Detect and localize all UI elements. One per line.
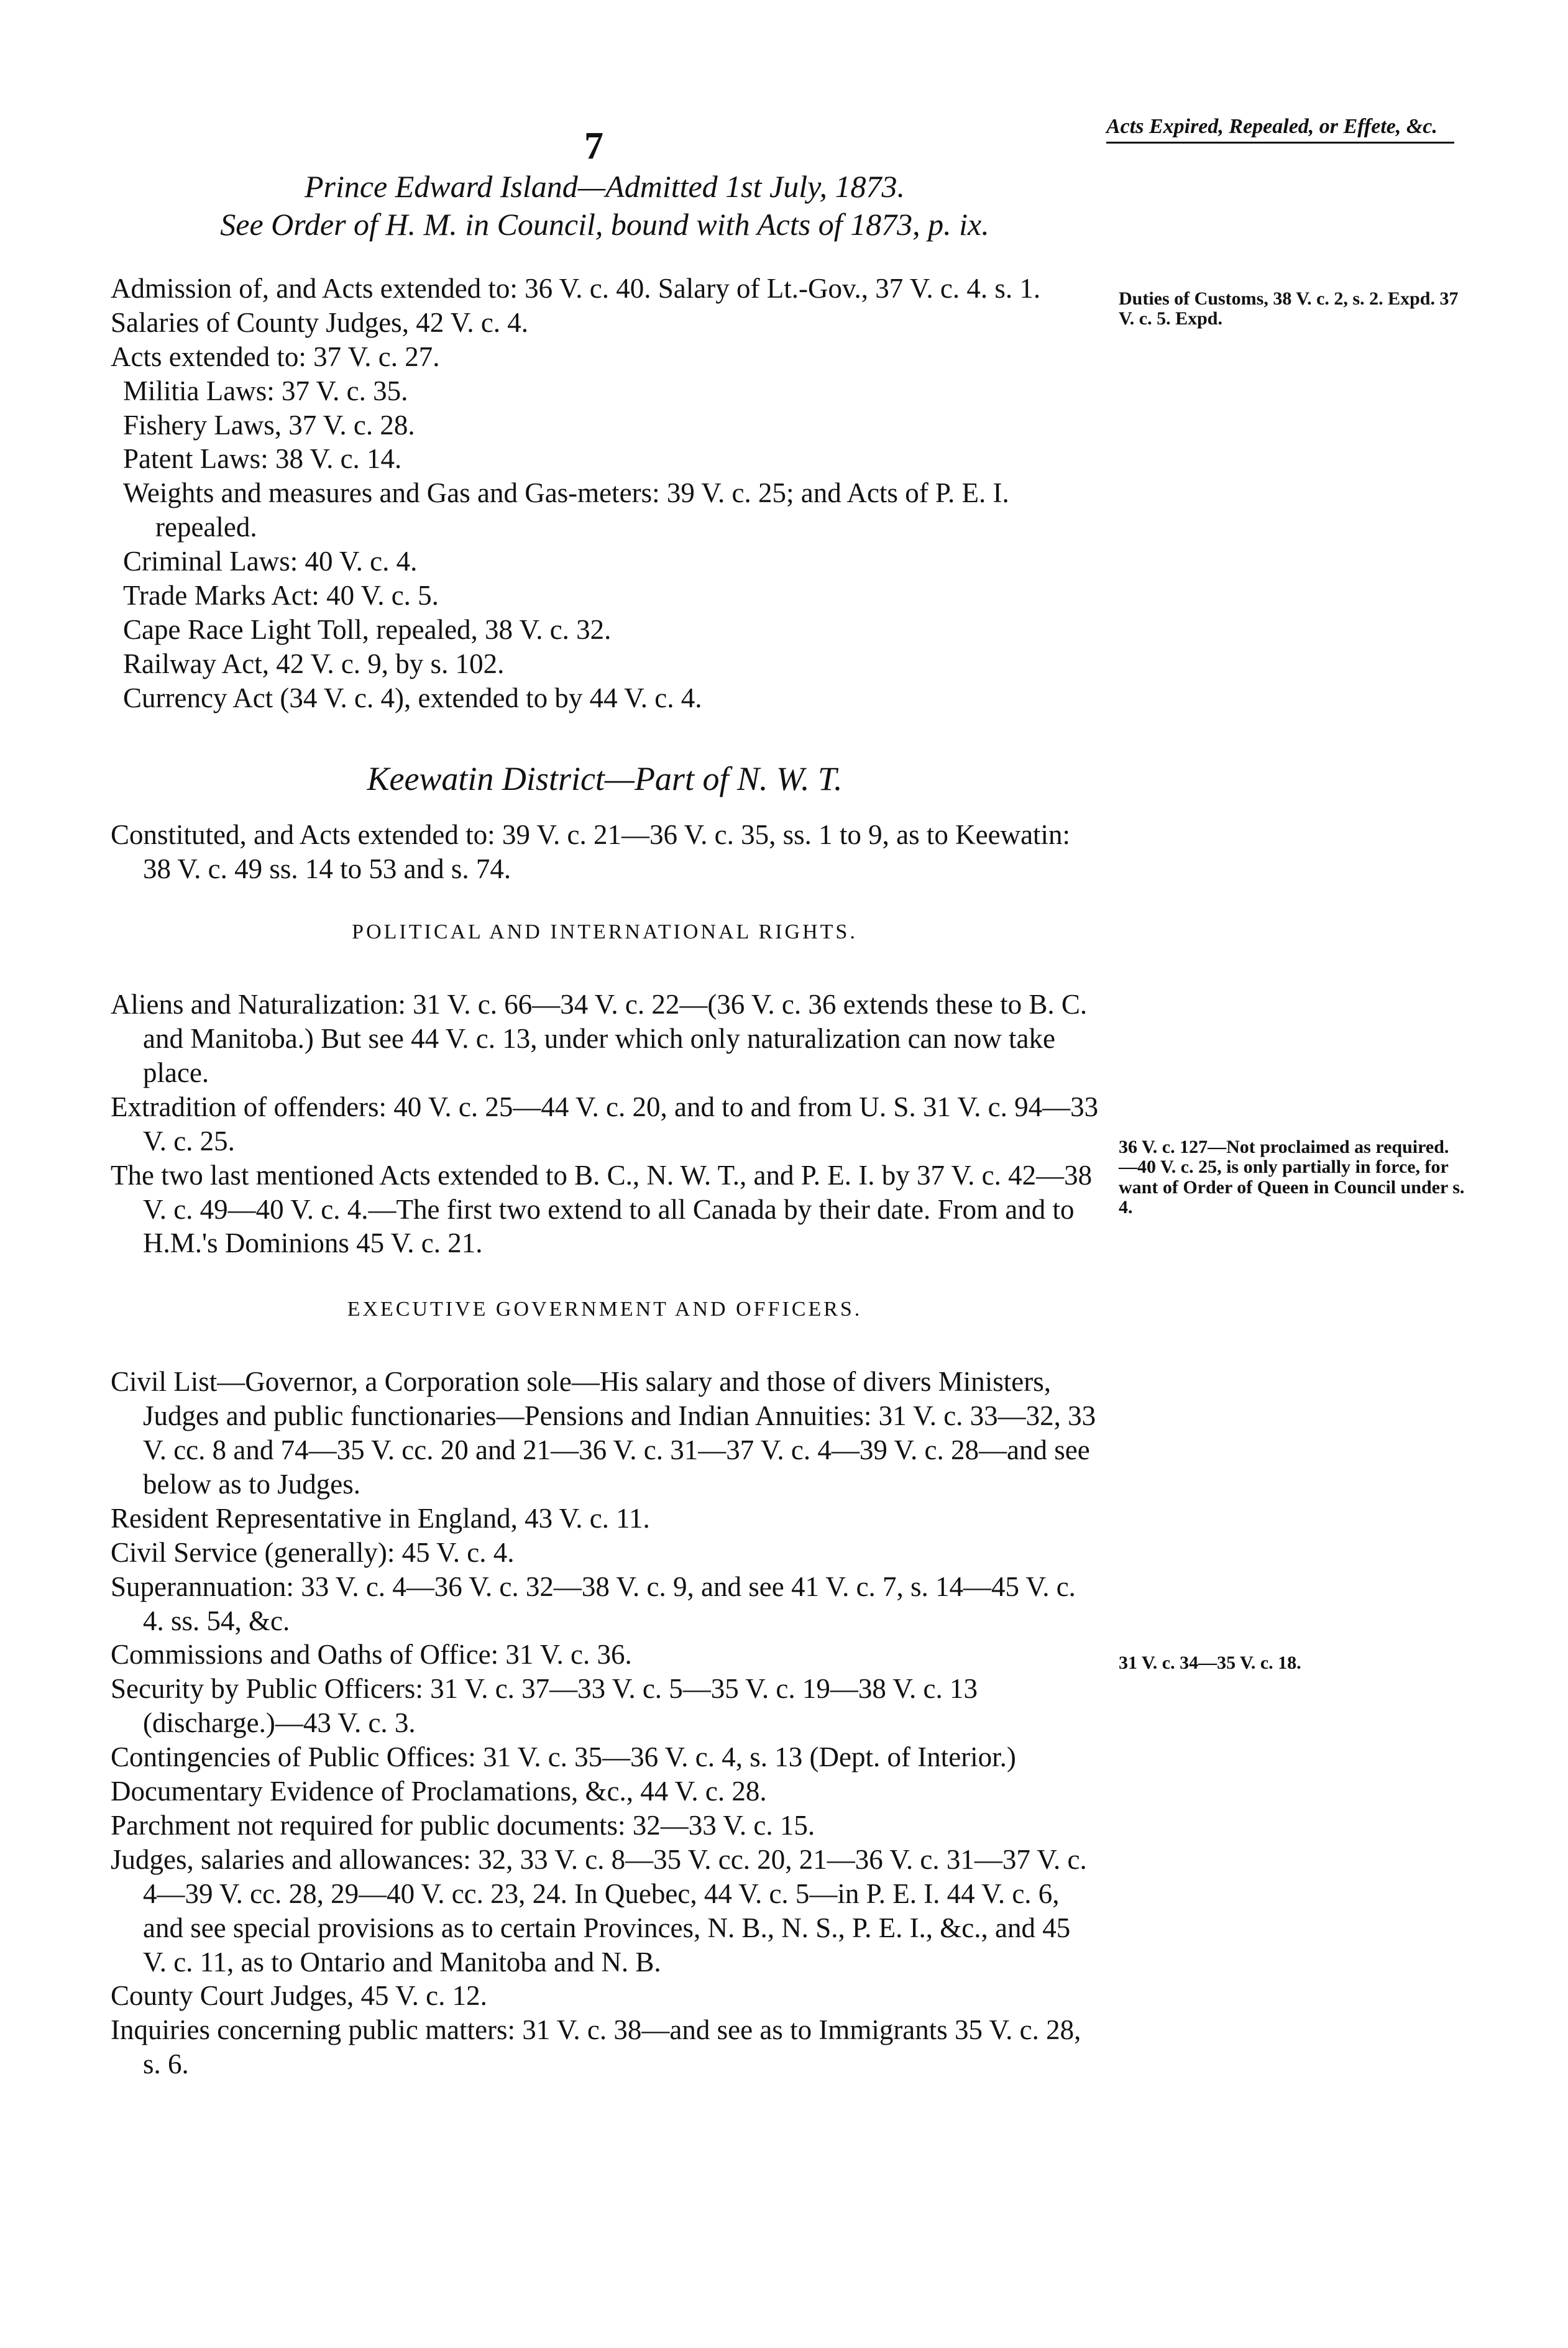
executive-side-note: 31 V. c. 34—35 V. c. 18. [1119, 1653, 1301, 1673]
pei-entry: Acts extended to: 37 V. c. 27. [111, 341, 440, 372]
keewatin-entry: Constituted, and Acts extended to: 39 V. c. 21—36 V. c. 35, ss. 1 to 9, as to Keewatin: 38 V. c. 49 ss. 14 to 53 and s. 74. [111, 819, 1071, 885]
executive-entry: Security by Public Officers: 31 V. c. 37—33 V. c. 5—35 V. c. 19—38 V. c. 13 (discharge.)—43 V. c. 3. [111, 1673, 978, 1739]
pei-entry: Cape Race Light Toll, repealed, 38 V. c. 32. [123, 613, 612, 645]
political-entry: Aliens and Naturalization: 31 V. c. 66—34 V. c. 22—(36 V. c. 36 extends these to B. C. and Manitoba.) But see 44 V. c. 13, under which only naturalization can now take place. [111, 989, 1088, 1089]
pei-entry: Railway Act, 42 V. c. 9, by s. 102. [123, 648, 505, 679]
keewatin-title: Keewatin District—Part of N. W. T. [367, 759, 843, 797]
political-title: POLITICAL AND INTERNATIONAL RIGHTS. [352, 920, 858, 944]
pei-side-note: Duties of Customs, 38 V. c. 2, s. 2. Expd. 37 V. c. 5. Expd. [1119, 288, 1459, 329]
page-number: 7 [584, 125, 603, 167]
executive-entry: Judges, salaries and allowances: 32, 33 V. c. 8—35 V. cc. 20, 21—36 V. c. 31—37 V. c. 4—39 V. cc. 28, 29—40 V. cc. 23, 24. In Quebec, 44 V. c. 5—in P. E. I. 44 V. c. 6, and see special provisions as to certain Provinces, N. B., N. S., P. E. I., &c., and 45 V. c. 11, as to Ontario and Manitoba and N. B. [111, 1843, 1087, 1978]
executive-entry: County Court Judges, 45 V. c. 12. [111, 1980, 487, 2012]
executive-entry: Superannuation: 33 V. c. 4—36 V. c. 32—38 V. c. 9, and see 41 V. c. 7, s. 14—45 V. c. 4. ss. 54, &c. [111, 1571, 1076, 1636]
pei-entry: Weights and measures and Gas and Gas-meters: 39 V. c. 25; and Acts of P. E. I. repealed. [123, 477, 1009, 543]
executive-entry: Resident Representative in England, 43 V. c. 11. [111, 1502, 650, 1534]
executive-entry: Inquiries concerning public matters: 31 V. c. 38—and see as to Immigrants 35 V. c. 28, s. 6. [111, 2014, 1081, 2080]
executive-entry: Civil Service (generally): 45 V. c. 4. [111, 1536, 515, 1568]
main-text [111, 168, 1099, 2081]
executive-entry: Contingencies of Public Offices: 31 V. c. 35—36 V. c. 4, s. 13 (Dept. of Interior.) [111, 1741, 1016, 1773]
executive-entry: Parchment not required for public documents: 32—33 V. c. 15. [111, 1809, 815, 1841]
executive-entry: Civil List—Governor, a Corporation sole—His salary and those of divers Ministers, Judges and public functionaries—Pensions and Indian Annuities: 31 V. c. 33—32, 33 V. cc. 8 and 74—35 V. cc. 20 and 21—36 V. c. 31—37 V. c. 4—39 V. c. 28—and see below as to Judges. [111, 1366, 1096, 1500]
pei-entry: Militia Laws: 37 V. c. 35. [123, 375, 408, 406]
pei-entry: Criminal Laws: 40 V. c. 4. [123, 546, 418, 577]
political-side-note: 36 V. c. 127—Not proclaimed as required.—40 V. c. 25, is only partially in force, for want of Order of Queen in Council under s. 4. [1119, 1137, 1465, 1218]
margin-header: Acts Expired, Repealed, or Effete, &c. [1106, 115, 1454, 144]
executive-entry: Documentary Evidence of Proclamations, &c., 44 V. c. 28. [111, 1776, 767, 1807]
pei-subtitle: See Order of H. M. in Council, bound with Acts of 1873, p. ix. [220, 207, 989, 242]
pei-title: Prince Edward Island—Admitted 1st July, 1873. [304, 169, 905, 204]
executive-title: EXECUTIVE GOVERNMENT AND OFFICERS. [347, 1298, 863, 1321]
pei-entry: Currency Act (34 V. c. 4), extended to by 44 V. c. 4. [123, 682, 702, 713]
pei-entry: Admission of, and Acts extended to: 36 V. c. 40. Salary of Lt.-Gov., 37 V. c. 4. s. 1. [111, 273, 1041, 304]
political-entry: The two last mentioned Acts extended to B. C., N. W. T., and P. E. I. by 37 V. c. 42—38 V. c. 49—40 V. c. 4.—The first two extend to all Canada by their date. From and to H.M.'s Dominions 45 V. c. 21. [111, 1159, 1093, 1259]
pei-entry: Trade Marks Act: 40 V. c. 5. [123, 580, 439, 612]
pei-entry: Fishery Laws, 37 V. c. 28. [123, 409, 415, 441]
executive-entry: Commissions and Oaths of Office: 31 V. c. 36. [111, 1639, 632, 1671]
pei-entry: Patent Laws: 38 V. c. 14. [123, 443, 402, 475]
pei-entry: Salaries of County Judges, 42 V. c. 4. [111, 306, 529, 338]
political-entry: Extradition of offenders: 40 V. c. 25—44 V. c. 20, and to and from U. S. 31 V. c. 94—33 V. c. 25. [111, 1091, 1099, 1157]
